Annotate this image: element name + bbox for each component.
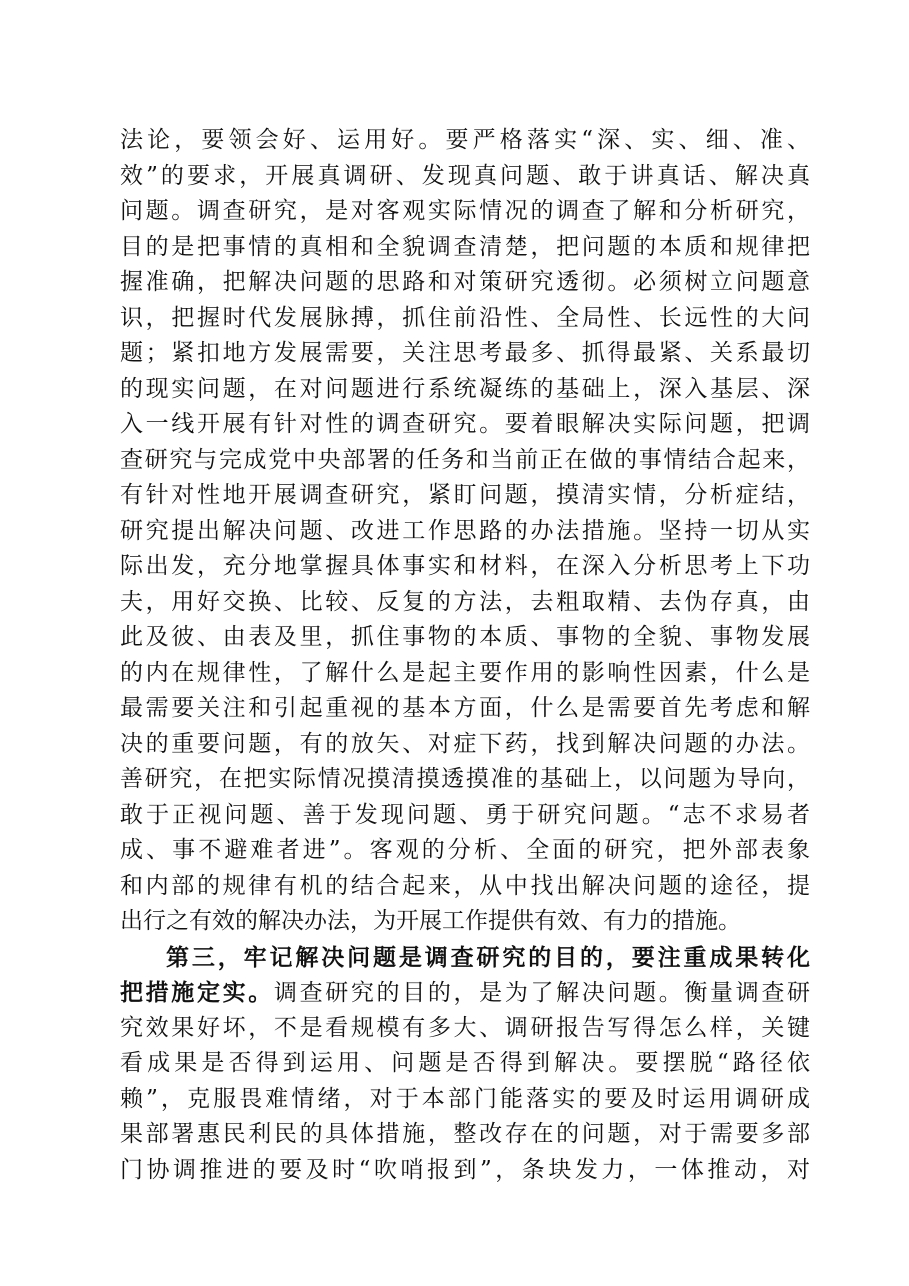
text-line: 决的重要问题，有的放矢、对症下药，找到解决问题的办法。	[120, 730, 810, 757]
text-line: 际出发，充分地掌握具体事实和材料，在深入分析思考上下功	[120, 553, 810, 579]
text-line: 的现实问题，在对问题进行系统凝练的基础上，深入基层、深	[120, 375, 810, 402]
section-heading-continuation	[120, 975, 810, 1011]
text-line: 目的是把事情的真相和全貌调查清楚，把问题的本质和规律把	[120, 233, 810, 260]
text-line: 赖”，克服畏难情绪，对于本部门能落实的要及时运用调研成	[120, 1085, 810, 1112]
text-line: 成、事不避难者进”。客观的分析、全面的研究，把外部表象	[120, 837, 810, 863]
text-line: 此及彼、由表及里，抓住事物的本质、事物的全貌、事物发展	[120, 624, 810, 650]
text-line: 和内部的规律有机的结合起来，从中找出解决问题的途径，提	[120, 872, 810, 899]
body-text	[120, 123, 810, 1188]
text-line: 研究提出解决问题、改进工作思路的办法措施。坚持一切从实	[120, 517, 810, 544]
section-heading-tail: 把措施定实。	[120, 979, 274, 1006]
text-line: 夫，用好交换、比较、反复的方法，去粗取精、去伪存真，由	[120, 588, 810, 615]
text-line: 看成果是否得到运用、问题是否得到解决。要摆脱“路径依	[120, 1050, 810, 1076]
text-line: 题；紧扣地方发展需要，关注思考最多、抓得最紧、关系最切	[120, 340, 810, 366]
text-line: 法论，要领会好、运用好。要严格落实“深、实、细、准、	[120, 127, 810, 153]
text-line: 效”的要求，开展真调研、发现真问题、敢于讲真话、解决真	[120, 162, 810, 189]
text-line: 有针对性地开展调查研究，紧盯问题，摸清实情，分析症结，	[120, 482, 810, 508]
text-line: 最需要关注和引起重视的基本方面，什么是需要首先考虑和解	[120, 695, 810, 721]
section-text-start: 调查研究的目的，是为了解决问题。衡量调查研	[273, 980, 811, 1006]
paragraph-end-line: 出行之有效的解决办法，为开展工作提供有效、有力的措施。	[120, 908, 741, 934]
text-line: 问题。调查研究，是对客观实际情况的调查了解和分析研究，	[120, 198, 810, 224]
text-line: 查研究与完成党中央部署的任务和当前正在做的事情结合起来，	[120, 446, 810, 473]
text-line: 善研究，在把实际情况摸清摸透摸准的基础上，以问题为导向，	[120, 766, 810, 792]
text-line: 识，把握时代发展脉搏，抓住前沿性、全局性、长远性的大问	[120, 304, 810, 331]
section-heading: 第三，牢记解决问题是调查研究的目的，要注重成果转化	[166, 943, 810, 971]
text-line: 的内在规律性，了解什么是起主要作用的影响性因素，什么是	[120, 659, 810, 686]
text-line: 究效果好坏，不是看规模有多大、调研报告写得怎么样，关键	[120, 1014, 810, 1041]
text-line: 握准确，把解决问题的思路和对策研究透彻。必须树立问题意	[120, 269, 810, 295]
text-line: 入一线开展有针对性的调查研究。要着眼解决实际问题，把调	[120, 411, 810, 437]
text-line: 果部署惠民利民的具体措施，整改存在的问题，对于需要多部	[120, 1121, 810, 1147]
text-line: 门协调推进的要及时“吹哨报到”，条块发力，一体推动，对	[120, 1156, 810, 1183]
text-line: 敢于正视问题、善于发现问题、勇于研究问题。“志不求易者	[120, 801, 810, 828]
